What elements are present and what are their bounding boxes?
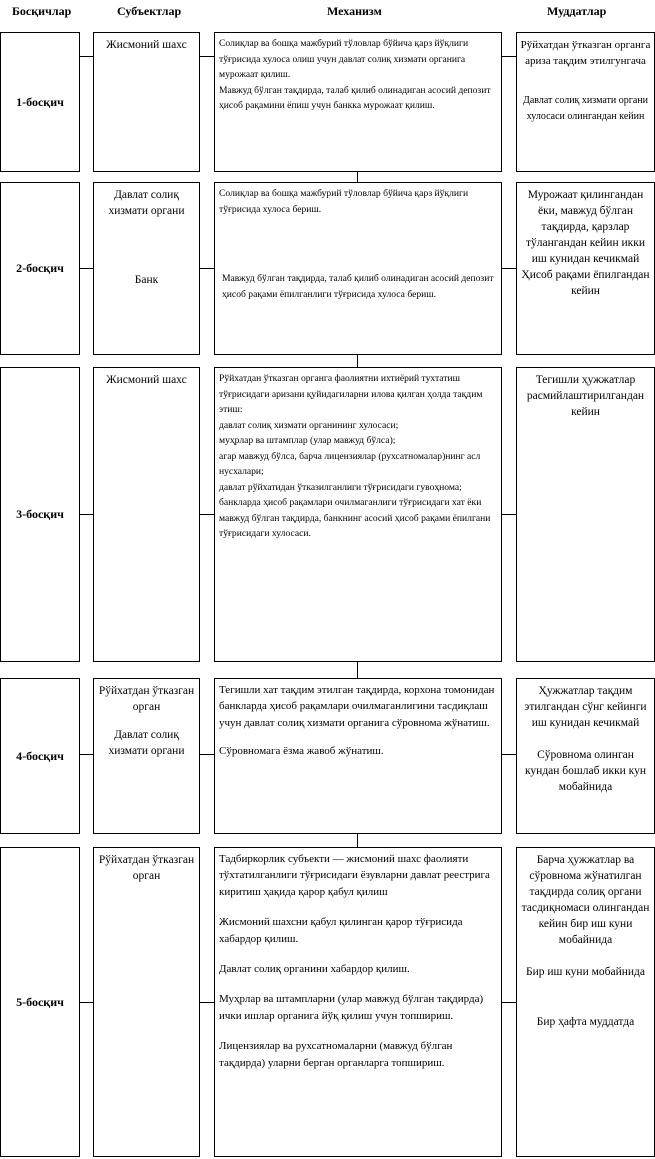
mechanism-connector (357, 834, 358, 847)
mechanism-3-box (214, 367, 502, 662)
deadline-text: Давлат солиқ хизмати органи хулосаси олингандан кейин (523, 95, 648, 122)
connector-line (80, 514, 93, 515)
subjects-2-box (93, 182, 200, 355)
step-4-box (0, 678, 80, 834)
mechanism-connector (357, 355, 358, 367)
mechanism-text: Мавжуд бўлган тақдирда, талаб қилиб олинадиган асосий депозит ҳисоб рақамини ёпиш учун банкка мурожаат қилиш. (219, 84, 491, 111)
step-1-box (0, 32, 80, 172)
connector-line (80, 56, 93, 57)
step-3-label: 3-босқич (16, 507, 64, 521)
connector-line (200, 754, 214, 755)
header-subjects: Субъектлар (117, 4, 182, 18)
step-3-box (0, 367, 80, 662)
mechanism-text: Рўйхатдан ўтказган органга фаолиятни ихтиёрий тухтатиш тўғрисидаги аризани қуйидагиларни илова қилган ҳолда тақдим этиш: давлат солиқ хизмати органининг хулосаси; муҳрлар ва штамплар (улар мавжуд бўлса); агар мавжуд бўлса, барча лицензиялар (рухсатномалар)нинг асл нусхалари; давлат рўйхатидан ўтказилганлиги тўғрисидаги гувоҳнома; банкларда ҳисоб рақамлари очилмаганлиги тўғрисидаги хат ёки мавжуд бўлган тақдирда, банкнинг асосий ҳисоб рақами ёпилгани тўғрисидаги хулосаси. (219, 373, 491, 539)
connector-line (200, 56, 214, 57)
deadline-text: Тегишли ҳужжатлар расмийлаштирилгандан кейин (526, 374, 645, 418)
mechanism-5-box (214, 847, 502, 1157)
subjects-3-box (93, 367, 200, 662)
deadline-3-box (516, 367, 655, 662)
connector-line (80, 268, 93, 269)
step-1-label: 1-босқич (16, 94, 64, 109)
subject-label: Жисмоний шахс (106, 39, 187, 51)
subjects-1-box (93, 32, 200, 172)
deadline-text: Ҳужжатлар тақдим этилгандан сўнг кейинги иш кунидан кечикмай (524, 685, 647, 729)
mechanism-text: Мавжуд бўлган тақдирда, талаб қилиб олинадиган асосий депозит ҳисоб рақами ёпилганлиги тўғрисида хулоса бериш. (222, 273, 494, 300)
connector-line (502, 268, 516, 269)
connector-line (502, 1002, 516, 1003)
deadline-text: Ҳисоб рақами ёпилгандан кейин (521, 269, 650, 297)
deadline-5-box (516, 847, 655, 1157)
mechanism-text: Сўровномага ёзма жавоб жўнатиш. (219, 745, 384, 758)
step-5-box (0, 847, 80, 1157)
step-5-label: 5-босқич (16, 994, 64, 1009)
mechanism-text: Давлат солиқ органини хабардор қилиш. (219, 963, 410, 976)
mechanism-text: Солиқлар ва бошқа мажбурий тўловлар бўйича қарз йўқлиги тўғрисида хулоса олиш учун давлат солиқ хизмати органига мурожаат қилиш. (219, 38, 469, 80)
connector-line (200, 1002, 214, 1003)
header-mechanism: Механизм (327, 4, 382, 18)
deadline-text: Бир иш куни мобайнида (525, 966, 646, 978)
subjects-4-box (93, 678, 200, 834)
deadline-2-box (516, 182, 655, 355)
header-deadlines: Муддатлар (547, 4, 607, 18)
mechanism-text: Лицензиялар ва рухсатномаларни (мавжуд бўлган тақдирда) уларни берган органларга топшириш. (219, 1040, 453, 1069)
mechanism-4-box (214, 678, 502, 834)
connector-line (200, 514, 214, 515)
subjects-5-box (93, 847, 200, 1157)
step-4-label: 4-босқич (16, 748, 64, 763)
connector-line (502, 754, 516, 755)
deadline-1-box (516, 32, 655, 172)
connector-line (502, 56, 516, 57)
subject-label: Рўйхатдан ўтказган орган (98, 854, 195, 882)
connector-line (80, 1002, 93, 1003)
deadline-4-box (516, 678, 655, 834)
mechanism-text: Тадбиркорлик субъекти — жисмоний шахс фаолияти тўхтатилганлиги тўғрисидаги ёзувларни давлат реестрига киритиш ҳақида қарор қабул қилиш (219, 853, 490, 898)
connector-line (80, 754, 93, 755)
deadline-text: Мурожаат қилингандан ёки, мавжуд бўлган тақдирда, қарзлар тўлангандан кейин икки иш кунидан кечикмай (526, 189, 645, 265)
header-steps: Босқичлар (12, 4, 72, 18)
subject-label: Банк (134, 274, 159, 286)
step-2-label: 2-босқич (16, 261, 64, 275)
mechanism-text: Тегишли хат тақдим этилган тақдирда, корхона томонидан банкларда ҳисоб рақамлари очилмаганлигини тасдиқлаш учун давлат солиқ хизмати органига сўровнома жўнатиш. (219, 684, 495, 729)
mechanism-connector (357, 662, 358, 678)
deadline-text: Барча ҳужжатлар ва сўровнома жўнатилган тақдирда солиқ органи тасдиқномаси олингандан кейин бир иш куни мобайнида (521, 854, 650, 946)
deadline-text: Бир ҳафта муддатда (536, 1016, 635, 1028)
subject-label: Давлат солиқ хизмати органи (108, 189, 185, 217)
subject-label: Рўйхатдан ўтказган орган (98, 685, 195, 713)
mechanism-text: Муҳрлар ва штампларни (улар мавжуд бўлган тақдирда) ички ишлар органига йўқ қилиш учун топшириш. (219, 993, 484, 1022)
mechanism-text: Солиқлар ва бошқа мажбурий тўловлар бўйича қарз йўқлиги тўғрисида хулоса бериш. (219, 188, 469, 215)
deadline-text: Рўйхатдан ўтказган органга ариза тақдим этилгунгача (520, 39, 651, 67)
step-2-box (0, 182, 80, 355)
deadline-text: Сўровнома олинган кундан бошлаб икки кун мобайнида (524, 749, 647, 793)
mechanism-connector (357, 172, 358, 182)
mechanism-text: Жисмоний шахсни қабул қилинган қарор тўғрисида хабардор қилиш. (219, 916, 463, 945)
subject-label: Давлат солиқ хизмати органи (108, 729, 185, 757)
connector-line (502, 514, 516, 515)
mechanism-1-box (214, 32, 502, 172)
subject-label: Жисмоний шахс (106, 374, 187, 386)
connector-line (200, 268, 214, 269)
mechanism-2-box (214, 182, 502, 355)
